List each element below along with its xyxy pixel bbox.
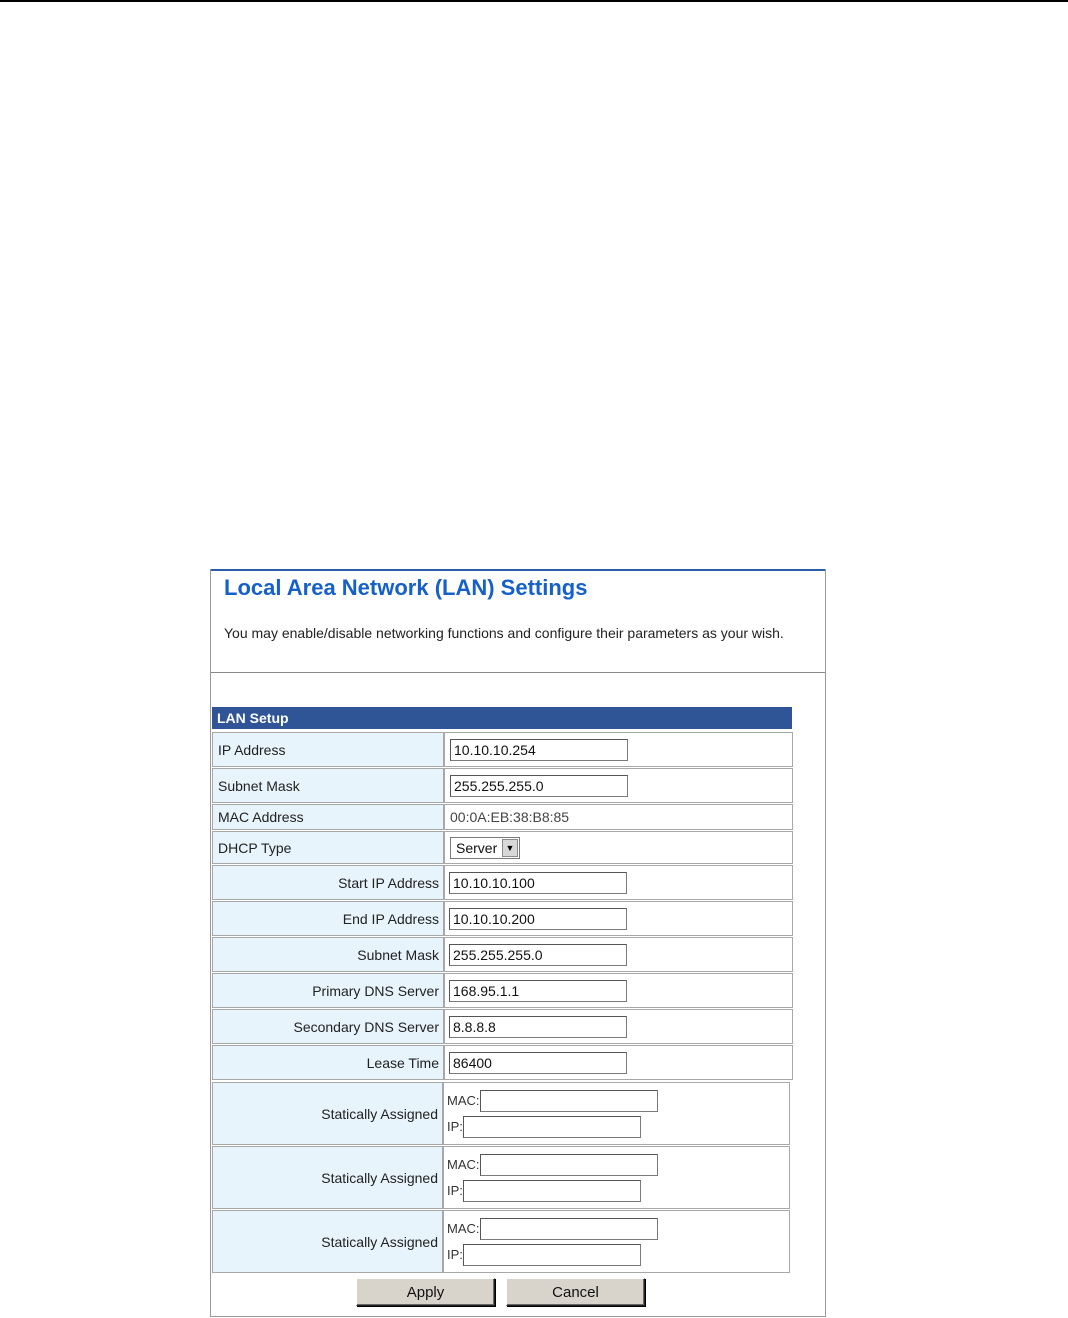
primary-dns-label: Primary DNS Server [212,973,444,1008]
apply-button[interactable]: Apply [356,1278,495,1306]
static-mac-label-3: MAC: [447,1221,480,1236]
lease-time-cell [444,1045,793,1080]
subnet-mask-cell [444,768,793,803]
dhcp-subnet-mask-input[interactable] [449,944,627,966]
page-description: You may enable/disable networking functions and configure their parameters as your wish. [224,625,784,641]
end-ip-label: End IP Address [212,901,444,936]
static-ip-label-2: IP: [447,1183,463,1198]
subnet-mask-input[interactable] [450,775,628,797]
end-ip-input[interactable] [449,908,627,930]
mac-address-value: 00:0A:EB:38:B8:85 [444,804,793,830]
static-assign-label-2: Statically Assigned [212,1146,443,1209]
cancel-button[interactable]: Cancel [506,1278,645,1306]
static-ip-line-3 [447,1242,641,1268]
dhcp-type-cell [444,831,793,864]
static-ip-input-1[interactable] [463,1116,641,1138]
lease-time-label: Lease Time [212,1045,444,1080]
static-assign-cell-3 [443,1210,790,1273]
static-mac-label-2: MAC: [447,1157,480,1172]
static-assign-cell-2 [443,1146,790,1209]
primary-dns-input[interactable] [449,980,627,1002]
lease-time-input[interactable] [449,1052,627,1074]
top-rule [0,0,1068,2]
dhcp-subnet-mask-cell [444,937,793,972]
static-mac-input-3[interactable] [480,1218,658,1240]
ip-address-input[interactable] [450,739,628,761]
dhcp-type-selected: Server [456,839,498,856]
static-assign-label-3: Statically Assigned [212,1210,443,1273]
static-ip-input-2[interactable] [463,1180,641,1202]
start-ip-label: Start IP Address [212,865,444,900]
ip-address-cell [444,732,793,767]
page-title: Local Area Network (LAN) Settings [224,575,588,600]
secondary-dns-label: Secondary DNS Server [212,1009,444,1044]
dhcp-type-select[interactable] [450,837,520,859]
chevron-down-icon[interactable]: ▼ [502,839,518,857]
start-ip-cell [444,865,793,900]
static-ip-line-1 [447,1114,641,1140]
secondary-dns-input[interactable] [449,1016,627,1038]
divider [211,672,825,673]
dhcp-subnet-mask-label: Subnet Mask [212,937,444,972]
static-assign-label-1: Statically Assigned [212,1082,443,1145]
static-mac-line-2 [447,1152,658,1178]
ip-address-label: IP Address [212,732,444,767]
static-assign-cell-1 [443,1082,790,1145]
static-mac-line-1 [447,1088,658,1114]
secondary-dns-cell [444,1009,793,1044]
static-ip-label-3: IP: [447,1247,463,1262]
dhcp-type-label: DHCP Type [212,831,444,864]
section-header-lan-setup: LAN Setup [212,707,792,729]
primary-dns-cell [444,973,793,1008]
start-ip-input[interactable] [449,872,627,894]
static-mac-line-3 [447,1216,658,1242]
mac-address-label: MAC Address [212,804,444,830]
static-ip-label-1: IP: [447,1119,463,1134]
static-mac-input-2[interactable] [480,1154,658,1176]
subnet-mask-label: Subnet Mask [212,768,444,803]
static-ip-line-2 [447,1178,641,1204]
panel-top-border [211,569,825,571]
static-mac-input-1[interactable] [480,1090,658,1112]
static-mac-label-1: MAC: [447,1093,480,1108]
static-ip-input-3[interactable] [463,1244,641,1266]
end-ip-cell [444,901,793,936]
